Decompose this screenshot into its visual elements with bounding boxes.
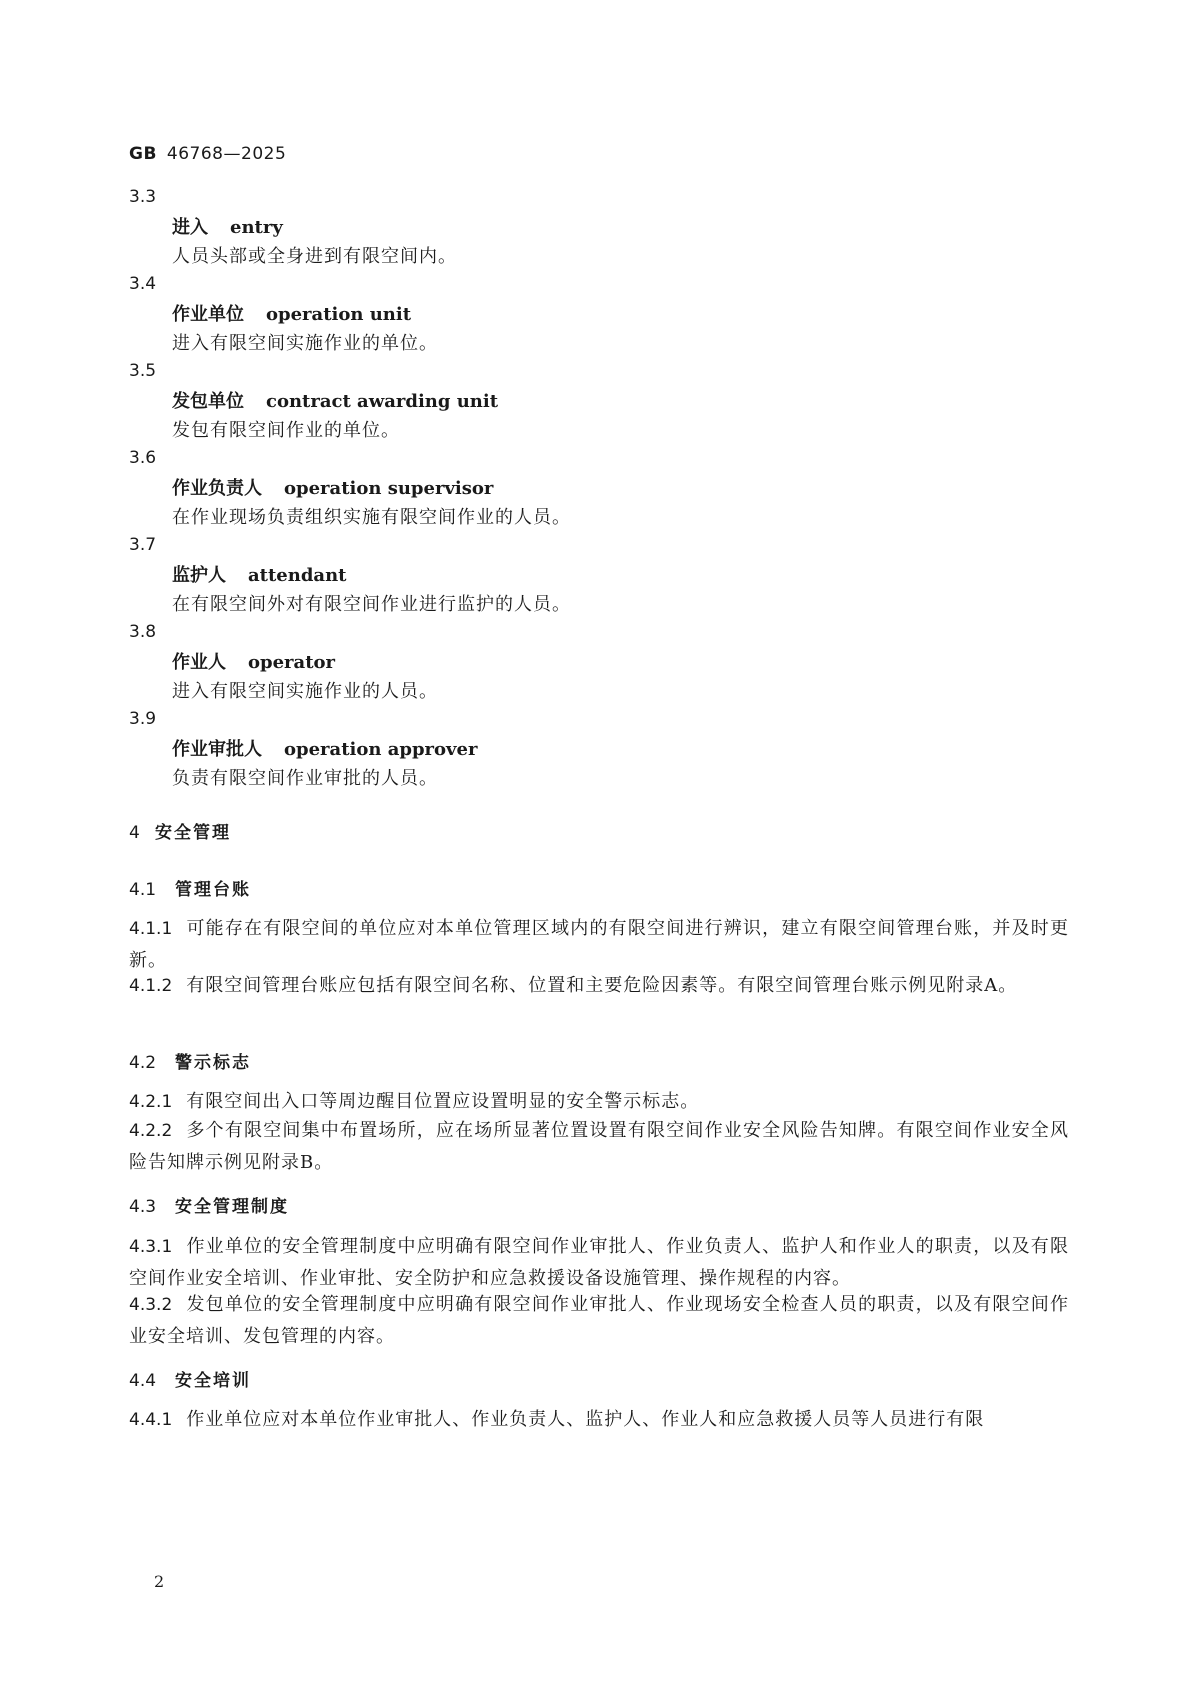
term-zh: 作业单位 (172, 304, 244, 325)
term-title (172, 300, 411, 326)
clause-text: 可能存在有限空间的单位应对本单位管理区域内的有限空间进行辨识，建立有限空间管理台账，并及时更新。 (129, 918, 1069, 971)
heading-title: 警示标志 (175, 1053, 251, 1073)
term-zh: 作业审批人 (172, 739, 262, 760)
subsection-heading (129, 875, 251, 900)
term-definition: 发包有限空间作业的单位。 (172, 420, 400, 441)
term-zh: 监护人 (172, 565, 226, 586)
heading-title: 安全管理 (155, 823, 231, 843)
term-title (172, 561, 346, 587)
page-number: 2 (154, 1572, 165, 1591)
term-number: 3.5 (129, 361, 157, 381)
heading-number: 4 (129, 823, 140, 843)
clause-number: 4.3.1 (129, 1237, 173, 1257)
clause-number: 4.4.1 (129, 1410, 173, 1430)
heading-number: 4.4 (129, 1371, 157, 1391)
clause-paragraph (129, 1086, 1069, 1118)
term-en: contract awarding unit (266, 391, 499, 412)
subsection-heading (129, 1366, 251, 1391)
clause-paragraph (129, 1231, 1069, 1294)
term-definition: 人员头部或全身进到有限空间内。 (172, 246, 457, 267)
clause-text: 有限空间出入口等周边醒目位置应设置明显的安全警示标志。 (186, 1091, 700, 1112)
document-header (129, 144, 286, 164)
term-title (172, 648, 335, 674)
clause-number: 4.3.2 (129, 1295, 173, 1315)
heading-title: 安全管理制度 (175, 1197, 289, 1217)
subsection-heading (129, 1048, 251, 1073)
clause-paragraph (129, 913, 1069, 976)
clause-text: 作业单位应对本单位作业审批人、作业负责人、监护人、作业人和应急救援人员等人员进行有限 (186, 1409, 985, 1430)
term-title (172, 387, 498, 413)
term-definition: 进入有限空间实施作业的人员。 (172, 681, 438, 702)
term-zh: 发包单位 (172, 391, 244, 412)
standard-prefix: GB (129, 144, 157, 164)
term-number: 3.4 (129, 274, 157, 294)
term-title (172, 213, 283, 239)
clause-number: 4.1.1 (129, 919, 173, 939)
standard-number: 46768—2025 (166, 144, 287, 164)
clause-number: 4.2.2 (129, 1121, 173, 1141)
term-number: 3.6 (129, 448, 157, 468)
heading-number: 4.3 (129, 1197, 157, 1217)
clause-paragraph (129, 970, 1069, 1002)
heading-number: 4.2 (129, 1053, 157, 1073)
term-en: entry (230, 217, 283, 238)
heading-title: 安全培训 (175, 1371, 251, 1391)
term-en: attendant (248, 565, 347, 586)
clause-number: 4.1.2 (129, 976, 173, 996)
heading-number: 4.1 (129, 880, 157, 900)
term-number: 3.8 (129, 622, 157, 642)
term-en: operation supervisor (284, 478, 494, 499)
clause-paragraph (129, 1289, 1069, 1352)
term-definition: 负责有限空间作业审批的人员。 (172, 768, 438, 789)
term-zh: 作业负责人 (172, 478, 262, 499)
term-definition: 在有限空间外对有限空间作业进行监护的人员。 (172, 594, 571, 615)
term-en: operation unit (266, 304, 412, 325)
term-zh: 进入 (172, 217, 208, 238)
clause-text: 有限空间管理台账应包括有限空间名称、位置和主要危险因素等。有限空间管理台账示例见附录A。 (186, 975, 1018, 996)
subsection-heading (129, 1192, 289, 1217)
term-number: 3.3 (129, 187, 157, 207)
clause-paragraph (129, 1115, 1069, 1178)
term-definition: 在作业现场负责组织实施有限空间作业的人员。 (172, 507, 571, 528)
term-number: 3.9 (129, 709, 157, 729)
section-heading (129, 818, 231, 843)
clause-number: 4.2.1 (129, 1092, 173, 1112)
term-number: 3.7 (129, 535, 157, 555)
term-en: operation approver (284, 739, 478, 760)
clause-paragraph (129, 1404, 1069, 1436)
clause-text: 发包单位的安全管理制度中应明确有限空间作业审批人、作业现场安全检查人员的职责，以及有限空间作业安全培训、发包管理的内容。 (129, 1294, 1069, 1347)
clause-text: 作业单位的安全管理制度中应明确有限空间作业审批人、作业负责人、监护人和作业人的职责，以及有限空间作业安全培训、作业审批、安全防护和应急救援设备设施管理、操作规程的内容。 (129, 1236, 1069, 1289)
term-title (172, 735, 477, 761)
clause-text: 多个有限空间集中布置场所，应在场所显著位置设置有限空间作业安全风险告知牌。有限空间作业安全风险告知牌示例见附录B。 (129, 1120, 1069, 1173)
term-title (172, 474, 493, 500)
heading-title: 管理台账 (175, 880, 251, 900)
term-en: operator (248, 652, 335, 673)
term-definition: 进入有限空间实施作业的单位。 (172, 333, 438, 354)
term-zh: 作业人 (172, 652, 226, 673)
